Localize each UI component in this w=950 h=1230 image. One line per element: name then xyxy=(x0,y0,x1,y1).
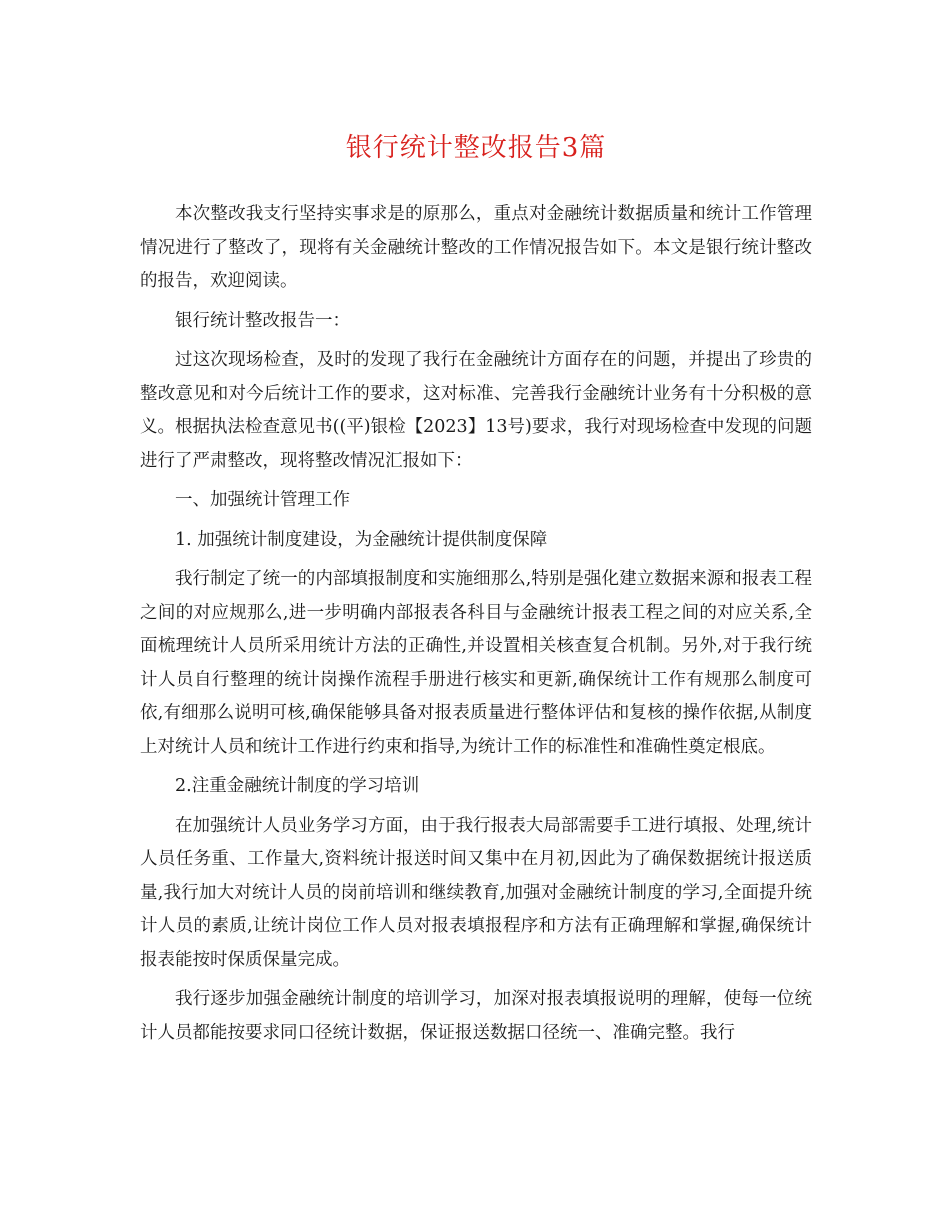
report-one-heading: 银行统计整改报告一： xyxy=(175,310,350,331)
document-page xyxy=(140,128,812,1056)
body-paragraph: 过这次现场检查，及时的发现了我行在金融统计方面存在的问题，并提出了珍贵的整改意见和对今后统计工作的要求，这对标准、完善我行金融统计业务有十分积极的意义。根据执法检查意见书((平)银检【2023】13号)要求，我行对现场检查中发现的问题进行了严肃整改，现将整改情况汇报如下： xyxy=(140,350,812,471)
body-paragraph: 我行逐步加强金融统计制度的培训学习，加深对报表填报说明的理解，使每一位统计人员都能按要求同口径统计数据，保证报送数据口径统一、准确完整。我行 xyxy=(140,989,812,1043)
body-paragraph: 我行制定了统一的内部填报制度和实施细那么,特别是强化建立数据来源和报表工程之间的对应规那么,进一步明确内部报表各科目与金融统计报表工程之间的对应关系,全面梳理统计人员所采用统计方法的正确性,并设置相关核查复合机制。另外,对于我行统计人员自行整理的统计岗操作流程手册进行核实和更新,确保统计工作有规那么制度可依,有细那么说明可核,确保能够具备对报表质量进行整体评估和复核的操作依据,从制度上对统计人员和统计工作进行约束和指导,为统计工作的标准性和准确性奠定根底。 xyxy=(140,569,812,757)
section-heading: 一、加强统计管理工作 xyxy=(175,490,350,510)
body-paragraph: 在加强统计人员业务学习方面，由于我行报表大局部需要手工进行填报、处理,统计人员任务重、工作量大,资料统计报送时间又集中在月初,因此为了确保数据统计报送质量,我行加大对统计人员的岗前培训和继续教育,加强对金融统计制度的学习,全面提升统计人员的素质,让统计岗位工作人员对报表填报程序和方法有正确理解和掌握,确保统计报表能按时保质保量完成。 xyxy=(140,815,812,970)
subsection-heading: 1. 加强统计制度建设，为金融统计提供制度保障 xyxy=(175,529,548,550)
document-title: 银行统计整改报告3篇 xyxy=(345,133,607,163)
subsection-heading: 2.注重金融统计制度的学习培训 xyxy=(175,776,420,796)
intro-paragraph: 本次整改我支行坚持实事求是的原那么，重点对金融统计数据质量和统计工作管理情况进行了整改了，现将有关金融统计整改的工作情况报告如下。本文是银行统计整改的报告，欢迎阅读。 xyxy=(140,204,812,291)
